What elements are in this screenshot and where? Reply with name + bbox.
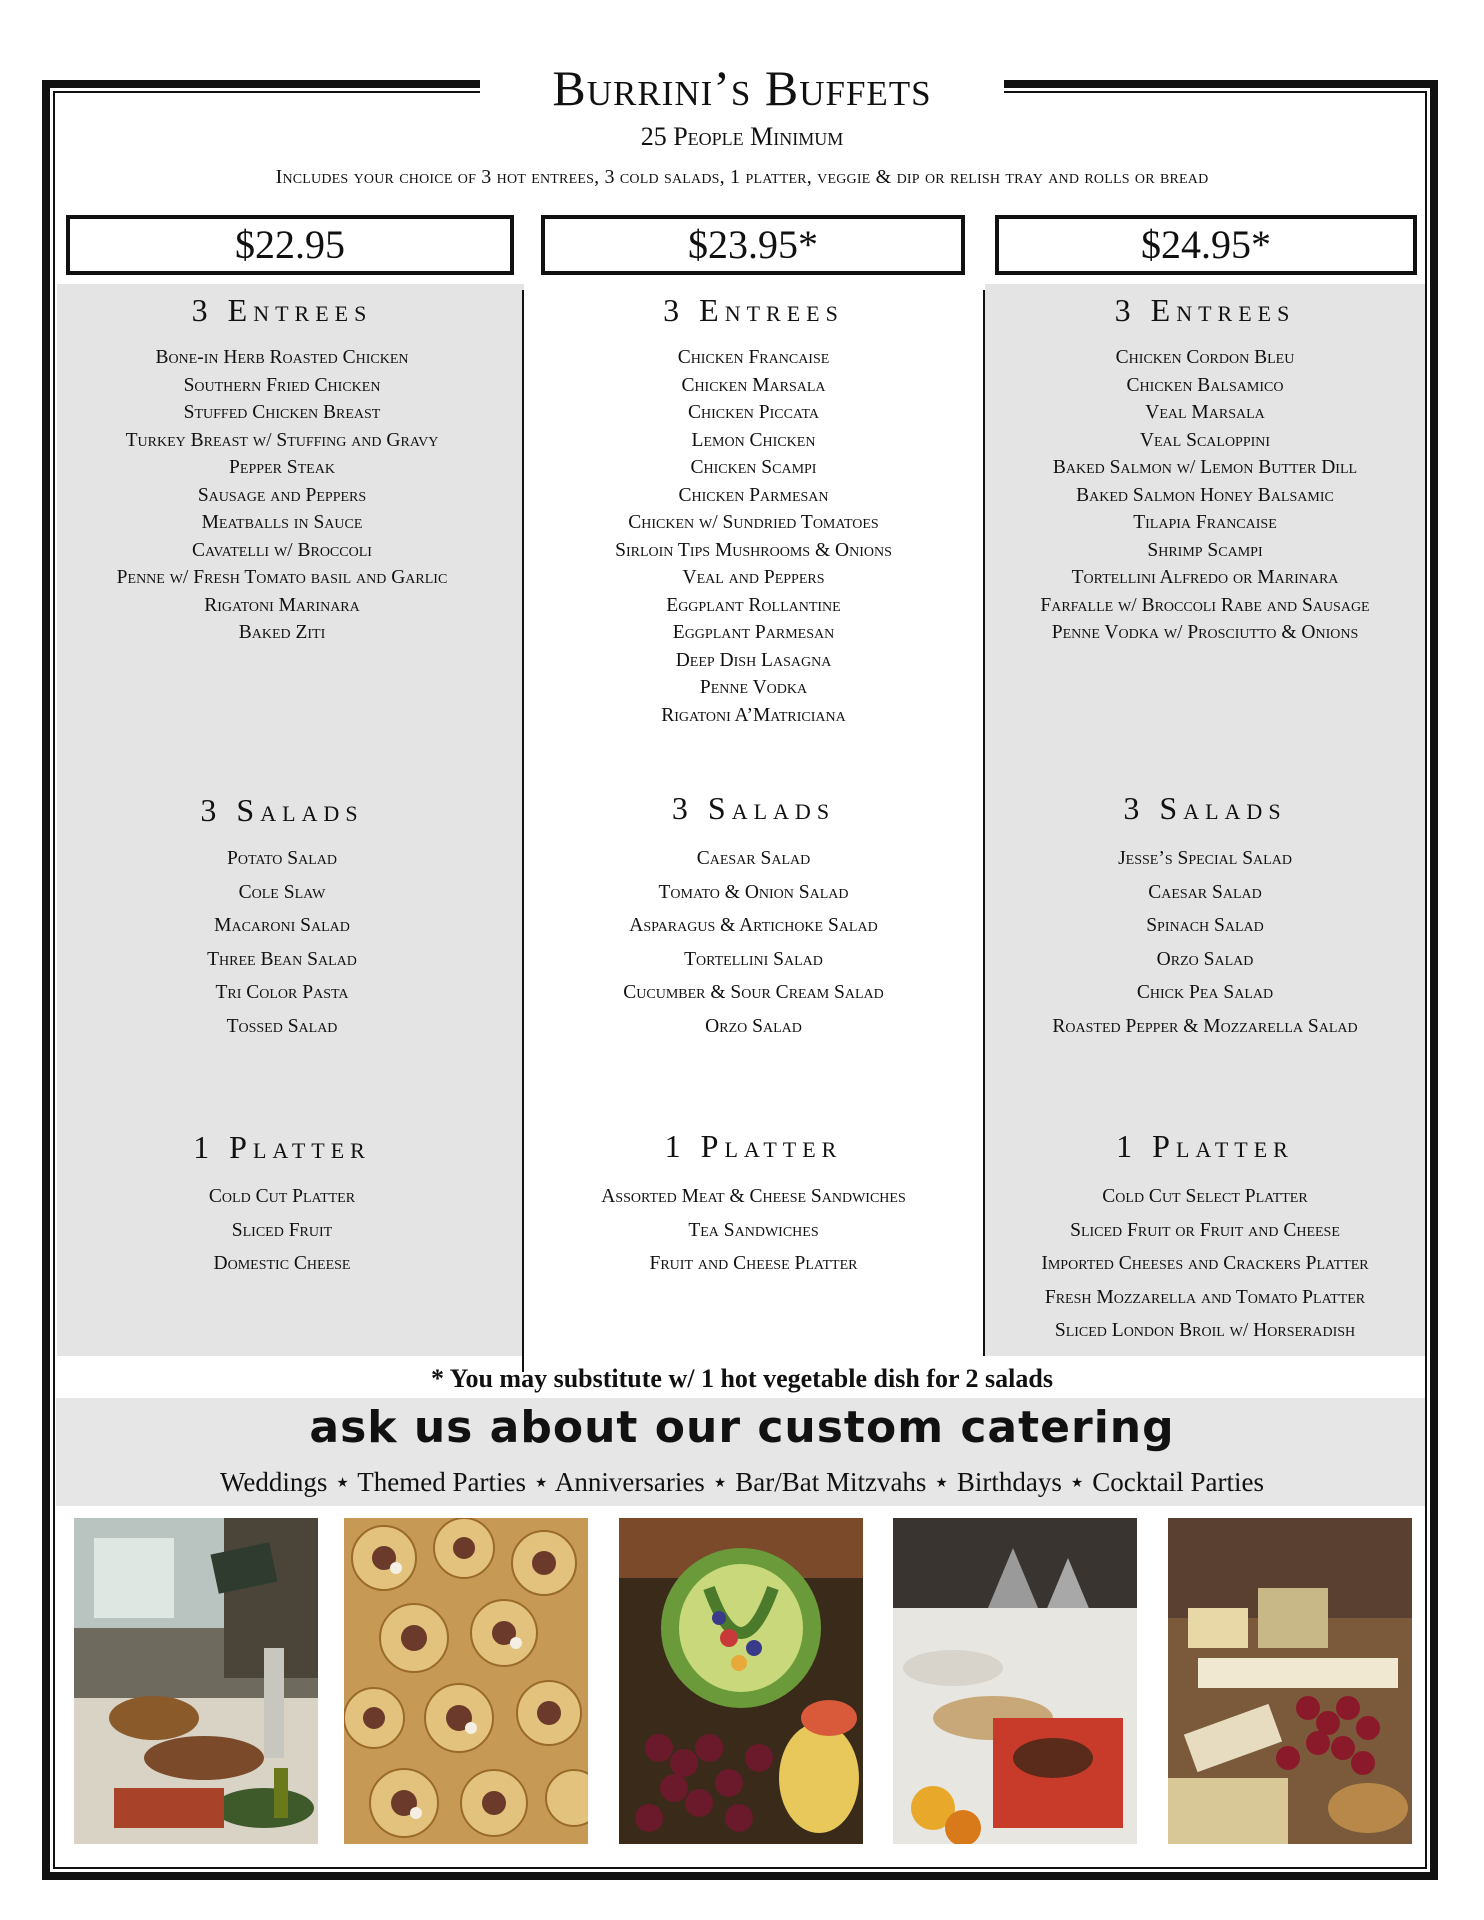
list-item: Fresh Mozzarella and Tomato Platter [1044, 1286, 1366, 1308]
list-item: Spinach Salad [1146, 915, 1264, 936]
salads-title: 3 Salads [671, 790, 836, 826]
platter-list [57, 1180, 507, 1281]
list-item: Cold Cut Platter [208, 1186, 356, 1207]
menu-column-2 [524, 284, 983, 1356]
list-item: Veal Marsala [1145, 402, 1265, 423]
list-item: Tea Sandwiches [688, 1219, 819, 1241]
list-item: Asparagus & Artichoke Salad [629, 915, 878, 936]
list-item: Eggplant Parmesan [672, 622, 835, 643]
includes-note: Includes your choice of 3 hot entrees, 3 cold salads, 1 platter, veggie & dip or relish tray and rolls or bread [275, 166, 1209, 188]
list-item: Chicken Balsamico [1126, 374, 1284, 396]
platter-section [985, 1126, 1425, 1348]
list-item: Three Bean Salad [207, 948, 357, 970]
list-item: Potato Salad [227, 848, 337, 869]
entrees-section [524, 290, 983, 729]
list-item: Southern Fried Chicken [183, 374, 381, 396]
list-item: Sliced London Broil w/ Horseradish [1054, 1320, 1356, 1341]
list-item: Orzo Salad [1156, 948, 1254, 970]
fruit-carving-photo [619, 1518, 863, 1844]
platter-section [57, 1127, 507, 1281]
list-item: Chicken Marsala [681, 374, 826, 396]
platter-list [524, 1180, 983, 1281]
list-item: Cucumber & Sour Cream Salad [623, 982, 884, 1003]
list-item: Meatballs in Sauce [201, 512, 363, 533]
list-item: Tri Color Pasta [215, 982, 349, 1003]
list-item: Veal Scaloppini [1139, 429, 1271, 451]
list-item: Baked Salmon w/ Lemon Butter Dill [1052, 457, 1358, 478]
page-title: Burrini’s Buffets [552, 60, 932, 116]
price-1: $22.95 [235, 222, 345, 267]
salads-list [57, 842, 507, 1043]
entrees-list [985, 344, 1425, 647]
menu-column-3 [985, 284, 1425, 1356]
list-item: Lemon Chicken [691, 429, 816, 451]
custom-catering-heading: ask us about our custom catering [309, 1402, 1175, 1453]
list-item: Chicken Piccata [687, 402, 820, 423]
list-item: Caesar Salad [696, 848, 811, 869]
list-item: Chicken Scampi [690, 457, 817, 478]
platter-list [985, 1180, 1425, 1348]
platter-title: 1 Platter [664, 1128, 843, 1164]
substitution-note: * You may substitute w/ 1 hot vegetable dish for 2 salads [431, 1364, 1053, 1393]
price-box-2 [541, 215, 965, 275]
list-item: Baked Salmon Honey Balsamic [1076, 484, 1334, 506]
platter-section [524, 1126, 983, 1281]
entrees-title: 3 Entrees [663, 292, 844, 328]
salads-list [985, 842, 1425, 1043]
list-item: Orzo Salad [705, 1015, 802, 1037]
list-item: Deep Dish Lasagna [675, 649, 832, 671]
list-item: Turkey Breast w/ Stuffing and Gravy [125, 429, 439, 451]
carving-station-photo [893, 1518, 1137, 1844]
list-item: Farfalle w/ Broccoli Rabe and Sausage [1040, 594, 1370, 616]
list-item: Sliced Fruit or Fruit and Cheese [1070, 1219, 1340, 1241]
entrees-section [57, 290, 507, 647]
minimum-note: 25 People Minimum [640, 122, 844, 151]
fig-tartlets-photo [344, 1518, 588, 1844]
list-item: Chicken Cordon Bleu [1115, 347, 1295, 368]
salads-list [524, 842, 983, 1043]
entrees-title: 3 Entrees [191, 292, 373, 328]
list-item: Macaroni Salad [214, 915, 350, 936]
list-item: Caesar Salad [1148, 881, 1262, 903]
entrees-list [57, 344, 507, 647]
cheese-fruit-display-photo [1168, 1518, 1412, 1844]
list-item: Bone-in Herb Roasted Chicken [155, 347, 409, 368]
list-item: Tossed Salad [226, 1015, 338, 1037]
list-item: Chick Pea Salad [1136, 982, 1274, 1003]
list-item: Imported Cheeses and Crackers Platter [1041, 1253, 1369, 1274]
salads-section [524, 788, 983, 1043]
list-item: Shrimp Scampi [1147, 539, 1263, 561]
list-item: Domestic Cheese [213, 1253, 351, 1274]
platter-title: 1 Platter [1116, 1128, 1294, 1164]
list-item: Chicken Parmesan [678, 484, 829, 506]
entrees-section [985, 290, 1425, 647]
salads-section [985, 788, 1425, 1043]
platter-title: 1 Platter [193, 1129, 371, 1165]
list-item: Cold Cut Select Platter [1102, 1186, 1308, 1207]
list-item: Stuffed Chicken Breast [183, 402, 381, 423]
event-types: Weddings ⋆ Themed Parties ⋆ Anniversaries ⋆ Bar/Bat Mitzvahs ⋆ Birthdays ⋆ Cocktail Parties [220, 1467, 1264, 1497]
price-3: $24.95* [1141, 222, 1271, 267]
list-item: Baked Ziti [238, 622, 326, 643]
list-item: Rigatoni Marinara [204, 594, 360, 616]
list-item: Penne Vodka w/ Prosciutto & Onions [1051, 622, 1359, 643]
entrees-list [524, 344, 983, 729]
list-item: Tortellini Alfredo or Marinara [1071, 567, 1339, 588]
salads-title: 3 Salads [1123, 790, 1287, 826]
list-item: Veal and Peppers [682, 567, 825, 588]
list-item: Tortellini Salad [684, 948, 823, 970]
list-item: Sausage and Peppers [197, 484, 367, 506]
list-item: Chicken Francaise [677, 347, 830, 368]
list-item: Penne Vodka [699, 677, 808, 698]
list-item: Tilapia Francaise [1133, 512, 1277, 533]
list-item: Cavatelli w/ Broccoli [192, 539, 372, 561]
list-item: Cole Slaw [238, 881, 326, 903]
list-item: Fruit and Cheese Platter [649, 1253, 858, 1274]
price-box-1 [66, 215, 514, 275]
list-item: Roasted Pepper & Mozzarella Salad [1052, 1015, 1358, 1037]
list-item: Sirloin Tips Mushrooms & Onions [615, 539, 892, 561]
buffet-table-photo [74, 1518, 318, 1844]
entrees-title: 3 Entrees [1114, 292, 1296, 328]
list-item: Tomato & Onion Salad [658, 881, 849, 903]
list-item: Assorted Meat & Cheese Sandwiches [601, 1186, 906, 1207]
list-item: Chicken w/ Sundried Tomatoes [628, 512, 879, 533]
list-item: Rigatoni A’Matriciana [661, 704, 846, 726]
salads-title: 3 Salads [200, 792, 364, 828]
price-2: $23.95* [688, 222, 818, 267]
list-item: Pepper Steak [229, 457, 335, 478]
price-box-3 [995, 215, 1417, 275]
list-item: Eggplant Rollantine [666, 594, 841, 616]
salads-section [57, 790, 507, 1043]
list-item: Sliced Fruit [231, 1219, 333, 1241]
menu-column-1 [57, 284, 507, 1356]
list-item: Jesse’s Special Salad [1118, 848, 1292, 869]
list-item: Penne w/ Fresh Tomato basil and Garlic [116, 567, 448, 588]
